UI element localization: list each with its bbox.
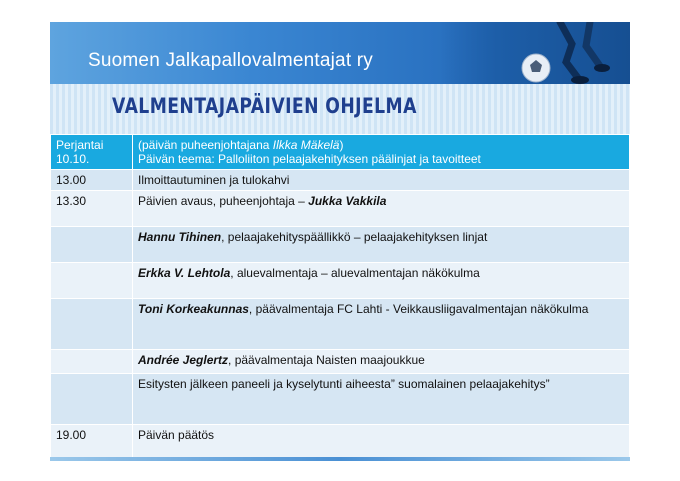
time-cell <box>51 227 133 263</box>
speaker-name: Andrée Jeglertz <box>138 353 229 367</box>
program-cell <box>133 263 630 299</box>
time-cell: 13.00 <box>51 170 133 191</box>
time-cell <box>51 350 133 374</box>
chair-prefix: (päivän puheenjohtajana <box>138 138 273 152</box>
table-row <box>51 170 630 191</box>
program-text: , päävalmentaja Naisten maajoukkue <box>228 353 425 367</box>
speaker-name: Hannu Tihinen <box>138 230 222 244</box>
time-cell <box>51 374 133 425</box>
program-text: , pelaajakehityspäällikkö – pelaajakehityksen linjat <box>221 230 488 244</box>
table-row <box>51 191 630 227</box>
chair-name: Ilkka Mäkelä <box>272 138 340 152</box>
header-banner <box>50 22 630 84</box>
speaker-name: Toni Korkeakunnas <box>138 302 249 316</box>
speaker-name: Erkka V. Lehtola <box>138 266 231 280</box>
program-cell: Ilmoittautuminen ja tulokahvi <box>133 170 630 191</box>
table-row <box>51 350 630 374</box>
soccer-photo-icon <box>440 22 630 84</box>
time-cell <box>51 299 133 350</box>
page-title: VALMENTAJAPÄIVIEN OHJELMA <box>112 94 417 118</box>
program-cell <box>133 299 630 350</box>
table-row <box>51 263 630 299</box>
day-label: Perjantai <box>56 138 104 152</box>
footer-bar <box>50 457 630 461</box>
speaker-name: Jukka Vakkila <box>308 194 387 208</box>
program-text: Päivien avaus, puheenjohtaja – <box>138 194 309 208</box>
chairperson-line <box>138 138 624 152</box>
table-row <box>51 227 630 263</box>
schedule-header-row <box>51 135 630 170</box>
program-text: , päävalmentaja FC Lahti - Veikkausliigavalmentajan näkökulma <box>248 302 589 316</box>
chair-suffix: ) <box>339 138 344 152</box>
time-cell: 13.30 <box>51 191 133 227</box>
schedule-table <box>50 134 630 459</box>
day-cell <box>51 135 133 170</box>
day-info-cell <box>133 135 630 170</box>
program-cell <box>133 350 630 374</box>
table-row <box>51 425 630 459</box>
program-text: , aluevalmentaja – aluevalmentajan näkökulma <box>230 266 480 280</box>
table-row <box>51 299 630 350</box>
program-cell: Esitysten jälkeen paneeli ja kyselytunti aiheesta” suomalainen pelaajakehitys” <box>133 374 630 425</box>
program-cell <box>133 191 630 227</box>
program-cell <box>133 227 630 263</box>
program-cell: Päivän päätös <box>133 425 630 459</box>
day-theme: Päivän teema: Palloliiton pelaajakehityksen päälinjat ja tavoitteet <box>138 152 481 166</box>
time-cell: 19.00 <box>51 425 133 459</box>
table-row <box>51 374 630 425</box>
organization-name: Suomen Jalkapallovalmentajat ry <box>88 50 374 71</box>
date-label: 10.10. <box>56 152 90 166</box>
time-cell <box>51 263 133 299</box>
